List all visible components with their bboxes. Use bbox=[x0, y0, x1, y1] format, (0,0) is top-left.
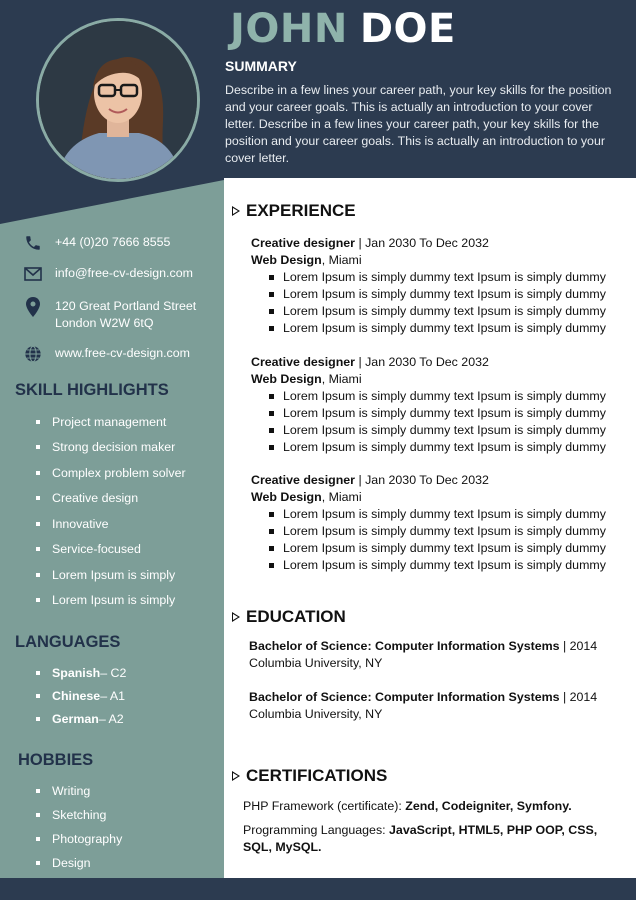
first-name: JOHN bbox=[230, 6, 348, 52]
job-bullet: Lorem Ipsum is simply dummy text Ipsum is simply dummy bbox=[269, 269, 631, 286]
hobbies-list bbox=[36, 779, 122, 875]
website-link[interactable]: www.free-cv-design.com bbox=[55, 346, 190, 360]
address-line-2: London W2W 6tQ bbox=[55, 316, 154, 330]
job-company: Web Design bbox=[251, 253, 322, 267]
skill-item: Innovative bbox=[36, 511, 186, 537]
degree: Bachelor of Science: Computer Information Systems bbox=[249, 639, 560, 653]
languages-heading: LANGUAGES bbox=[15, 633, 121, 651]
skill-item: Project management bbox=[36, 409, 186, 435]
contact-email bbox=[22, 265, 222, 283]
job-bullet: Lorem Ipsum is simply dummy text Ipsum is simply dummy bbox=[269, 405, 631, 422]
job-city: , Miami bbox=[321, 253, 362, 267]
hobby-item: Design bbox=[36, 851, 122, 875]
skills-heading: SKILL HIGHLIGHTS bbox=[15, 381, 169, 399]
job-dates: | Jan 2030 To Dec 2032 bbox=[355, 355, 489, 369]
job-entry bbox=[251, 354, 631, 456]
education-heading: EDUCATION bbox=[232, 607, 346, 627]
sidebar-diagonal bbox=[0, 176, 224, 224]
degree-year: | 2014 bbox=[559, 639, 598, 653]
certification-languages: Programming Languages: JavaScript, HTML5, PHP OOP, CSS, SQL, MySQL. bbox=[243, 823, 598, 854]
hobbies-heading: HOBBIES bbox=[18, 751, 94, 769]
job-dates: | Jan 2030 To Dec 2032 bbox=[355, 236, 489, 250]
job-role: Creative designer bbox=[251, 473, 355, 487]
experience-heading: EXPERIENCE bbox=[232, 201, 356, 221]
job-role: Creative designer bbox=[251, 236, 355, 250]
skill-item: Lorem Ipsum is simply bbox=[36, 588, 186, 614]
skills-list bbox=[36, 409, 186, 613]
triangle-icon bbox=[232, 771, 240, 781]
job-bullet: Lorem Ipsum is simply dummy text Ipsum is simply dummy bbox=[269, 557, 631, 574]
globe-icon bbox=[22, 345, 44, 363]
hobby-item: Photography bbox=[36, 827, 122, 851]
email-link[interactable]: info@free-cv-design.com bbox=[55, 266, 193, 280]
job-city: , Miami bbox=[321, 372, 362, 386]
school: Columbia University, NY bbox=[249, 707, 383, 721]
job-bullet: Lorem Ipsum is simply dummy text Ipsum is simply dummy bbox=[269, 422, 631, 439]
education-entry bbox=[249, 689, 597, 723]
location-pin-icon bbox=[22, 298, 44, 316]
job-bullet: Lorem Ipsum is simply dummy text Ipsum is simply dummy bbox=[269, 540, 631, 557]
job-role: Creative designer bbox=[251, 355, 355, 369]
job-entry bbox=[251, 472, 631, 574]
contact-address bbox=[22, 298, 222, 332]
summary-heading: SUMMARY bbox=[225, 58, 297, 74]
skill-item: Service-focused bbox=[36, 537, 186, 563]
job-bullet: Lorem Ipsum is simply dummy text Ipsum is simply dummy bbox=[269, 388, 631, 405]
language-item: German – A2 bbox=[36, 707, 126, 730]
job-dates: | Jan 2030 To Dec 2032 bbox=[355, 473, 489, 487]
triangle-icon bbox=[232, 612, 240, 622]
last-name: DOE bbox=[359, 6, 456, 52]
envelope-icon bbox=[22, 265, 44, 283]
skill-item: Lorem Ipsum is simply bbox=[36, 562, 186, 588]
hobby-item: Writing bbox=[36, 779, 122, 803]
skill-item: Complex problem solver bbox=[36, 460, 186, 486]
address-line-1: 120 Great Portland Street bbox=[55, 299, 197, 313]
job-bullet: Lorem Ipsum is simply dummy text Ipsum is simply dummy bbox=[269, 303, 631, 320]
job-bullet: Lorem Ipsum is simply dummy text Ipsum is simply dummy bbox=[269, 439, 631, 456]
job-city: , Miami bbox=[321, 490, 362, 504]
contact-website bbox=[22, 345, 222, 363]
languages-list bbox=[36, 661, 126, 730]
language-item: Spanish – C2 bbox=[36, 661, 126, 684]
job-bullet: Lorem Ipsum is simply dummy text Ipsum is simply dummy bbox=[269, 506, 631, 523]
hobby-item: Sketching bbox=[36, 803, 122, 827]
footer-band bbox=[0, 878, 636, 900]
degree: Bachelor of Science: Computer Information Systems bbox=[249, 690, 560, 704]
job-bullet: Lorem Ipsum is simply dummy text Ipsum is simply dummy bbox=[269, 523, 631, 540]
candidate-name bbox=[230, 6, 456, 52]
skill-item: Strong decision maker bbox=[36, 435, 186, 461]
education-entry bbox=[249, 638, 597, 672]
skill-item: Creative design bbox=[36, 486, 186, 512]
profile-photo bbox=[36, 18, 200, 182]
job-company: Web Design bbox=[251, 490, 322, 504]
contact-phone bbox=[22, 234, 222, 252]
address-text bbox=[55, 298, 196, 332]
degree-year: | 2014 bbox=[559, 690, 598, 704]
summary-text: Describe in a few lines your career path, your key skills for the position and your career goals. This is actually an introduction to your cover letter. Describe in a few lines your career path, your key skills for the position and your career goals. This is actually an introduction to your cover letter. bbox=[225, 83, 612, 165]
job-bullet: Lorem Ipsum is simply dummy text Ipsum is simply dummy bbox=[269, 286, 631, 303]
job-company: Web Design bbox=[251, 372, 322, 386]
school: Columbia University, NY bbox=[249, 656, 383, 670]
certifications-heading: CERTIFICATIONS bbox=[232, 766, 387, 786]
phone-number: +44 (0)20 7666 8555 bbox=[55, 235, 171, 249]
job-entry bbox=[251, 235, 631, 337]
certification-php: PHP Framework (certificate): Zend, Codeigniter, Symfony. bbox=[243, 799, 572, 813]
language-item: Chinese – A1 bbox=[36, 684, 126, 707]
phone-icon bbox=[22, 234, 44, 252]
triangle-icon bbox=[232, 206, 240, 216]
job-bullet: Lorem Ipsum is simply dummy text Ipsum is simply dummy bbox=[269, 320, 631, 337]
